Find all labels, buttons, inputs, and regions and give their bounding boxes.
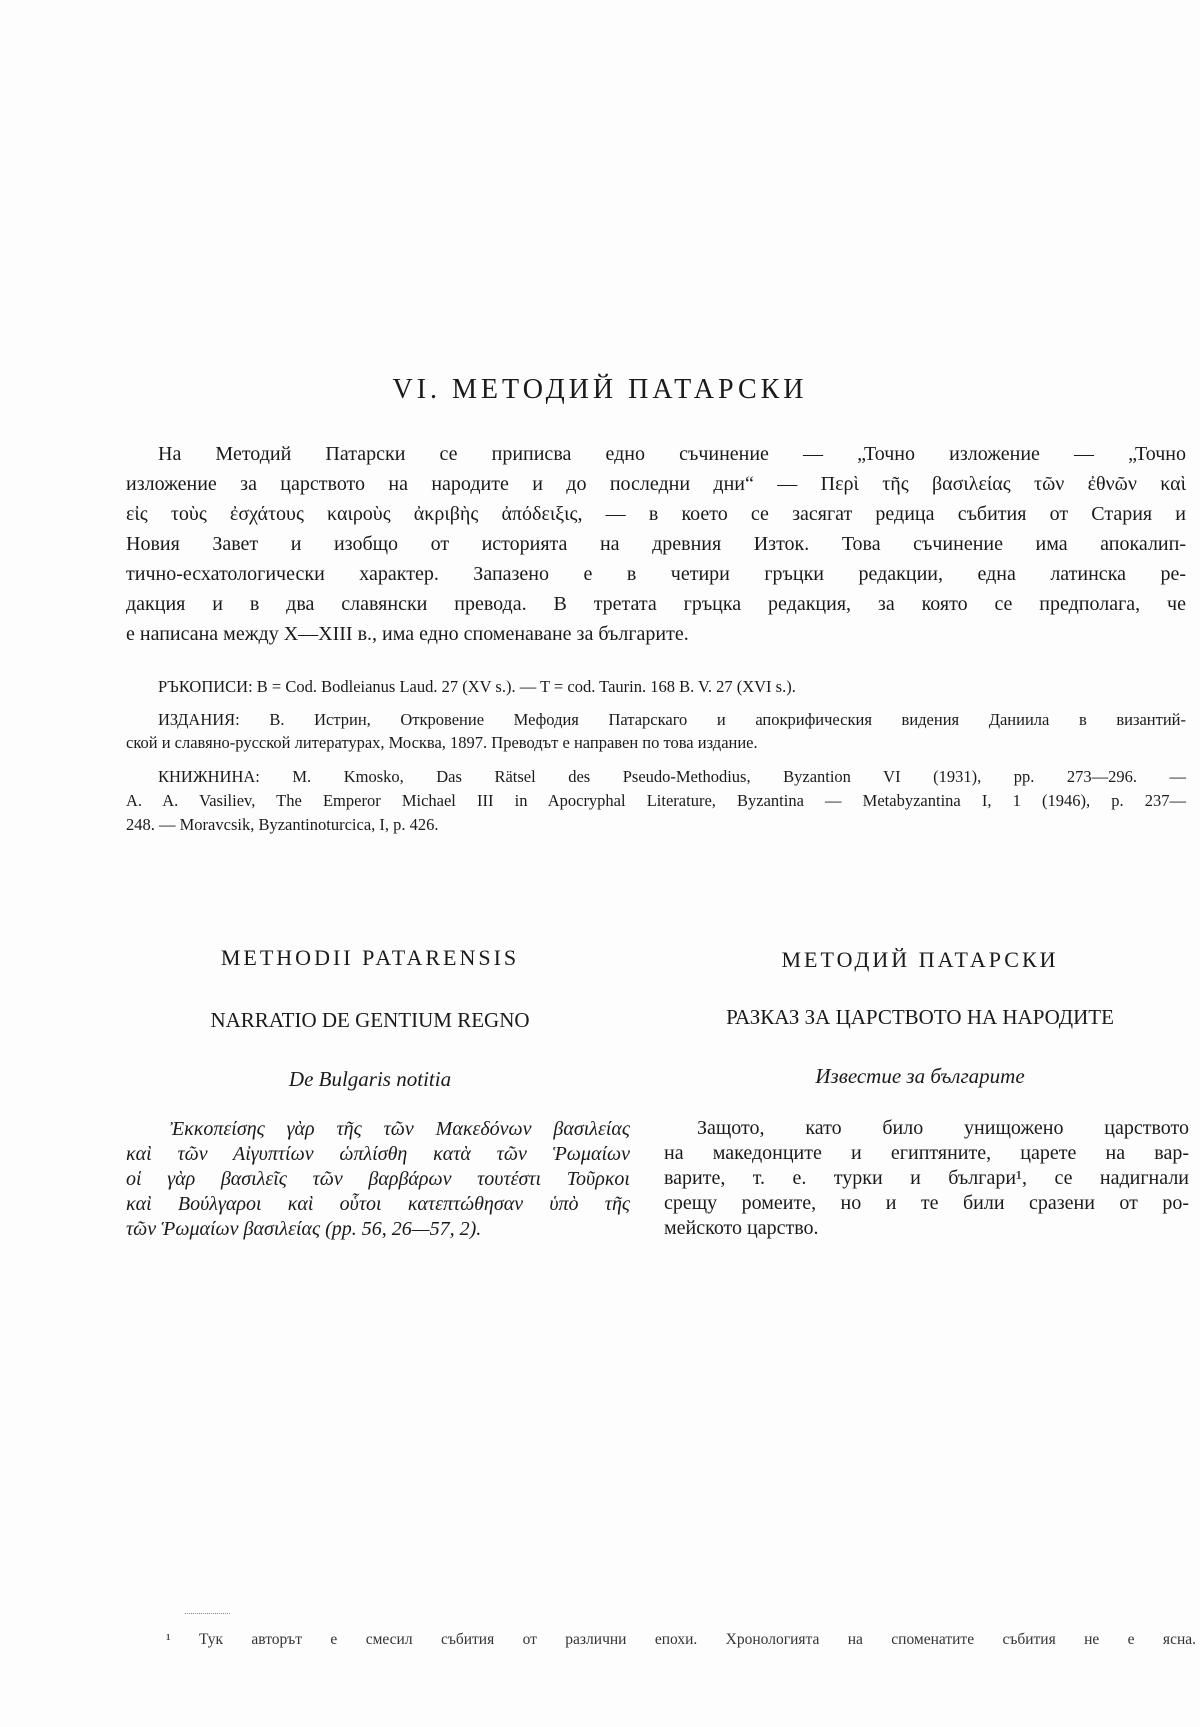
translation-line: срещу ромеите, но и те били сразени от ро- [664,1192,1189,1214]
greek-line: τῶν Ῥωμαίων βασιλείας (pp. 56, 26—57, 2). [126,1218,482,1240]
literature-line: 248. — Moravcsik, Byzantinoturcica, I, p. 426. [126,815,439,834]
greek-line: οἱ γὰρ βασιλεῖς τῶν βαρβάρων τουτέστι Τοῦρκοι [126,1168,630,1190]
right-heading: МЕТОДИЙ ПАТАРСКИ [781,947,1059,972]
left-section-text: De Bulgaris notitia [288,1067,452,1091]
translation-line: мейското царство. [664,1217,819,1239]
footnote-rule [185,1613,230,1614]
left-section-title [140,1067,600,1092]
greek-line: Ἐκκοπείσης γὰρ τῆς τῶν Μακεδόνων βασιλείας [170,1118,630,1140]
literature-line: КНИЖНИНА: M. Kmosko, Das Rätsel des Pseudo-Methodius, Byzantion VI (1931), pp. 273—296. — [158,767,1186,786]
manuscripts: РЪКОПИСИ: B = Cod. Bodleianus Laud. 27 (XV s.). — T = cod. Taurin. 168 B. V. 27 (XVI s.). [158,677,796,696]
intro-line: εἰς τοὺς ἐσχάτους καιροὺς ἀκριβὴς ἀπόδειξις, — в което се засягат редица събития от Стария и [126,503,1186,525]
intro-line: е написана между X—XIII в., има едно споменаване за българите. [126,623,689,645]
intro-line: Новия Завет и изобщо от историята на древния Изток. Това съчинение има апокалип- [126,533,1186,555]
intro-line: На Методий Патарски се приписва едно съчинение — „Точно изложение — „Точно [158,443,1186,465]
right-subheading: РАЗКАЗ ЗА ЦАРСТВОТО НА НАРОДИТЕ [726,1005,1114,1029]
greek-line: καὶ Βούλγαροι καὶ οὗτοι κατεπτώθησαν ὑπὸ τῆς [126,1193,630,1215]
intro-line: дакция и в два славянски превода. В третата гръцка редакция, за която се предполага, че [126,593,1186,615]
intro-line: тично-есхатологически характер. Запазено е в четири гръцки редакции, една латинска ре- [126,563,1186,585]
right-section-title [660,1064,1180,1089]
translation-line: Защото, като било унищожено царството [697,1117,1189,1139]
editions-line: ИЗДАНИЯ: В. Истрин, Откровение Мефодия Патарскаго и апокрифическия видения Даниила в византий- [158,710,1186,729]
translation-line: варите, т. е. турки и българи¹, се надигнали [664,1167,1189,1189]
left-heading: METHODII PATARENSIS [220,945,520,970]
intro-line: изложение за царството на народите и до последни дни“ — Περὶ τῆς βασιλείας τῶν ἐθνῶν καὶ [126,473,1186,495]
literature-line: A. A. Vasiliev, The Emperor Michael III in Apocryphal Literature, Byzantina — Metabyzantina I, 1 (1946), p. 237— [126,791,1186,810]
footnote: ¹ Тук авторът е смесил събития от различни епохи. Хронологията на споменатите събития не е ясна. [166,1631,1196,1648]
chapter-title: VI. МЕТОДИЙ ПАТАРСКИ [392,374,808,405]
greek-line: καὶ τῶν Αἰγυπτίων ὡπλίσθη κατὰ τῶν Ῥωμαίων [126,1143,630,1165]
right-section-text: Известие за българите [815,1064,1025,1088]
translation-line: на македонците и египтяните, царете на вар- [664,1142,1189,1164]
editions-line: ской и славяно-русской литературах, Москва, 1897. Преводът е направен по това издание. [126,733,758,752]
left-subheading: NARRATIO DE GENTIUM REGNO [210,1008,530,1032]
